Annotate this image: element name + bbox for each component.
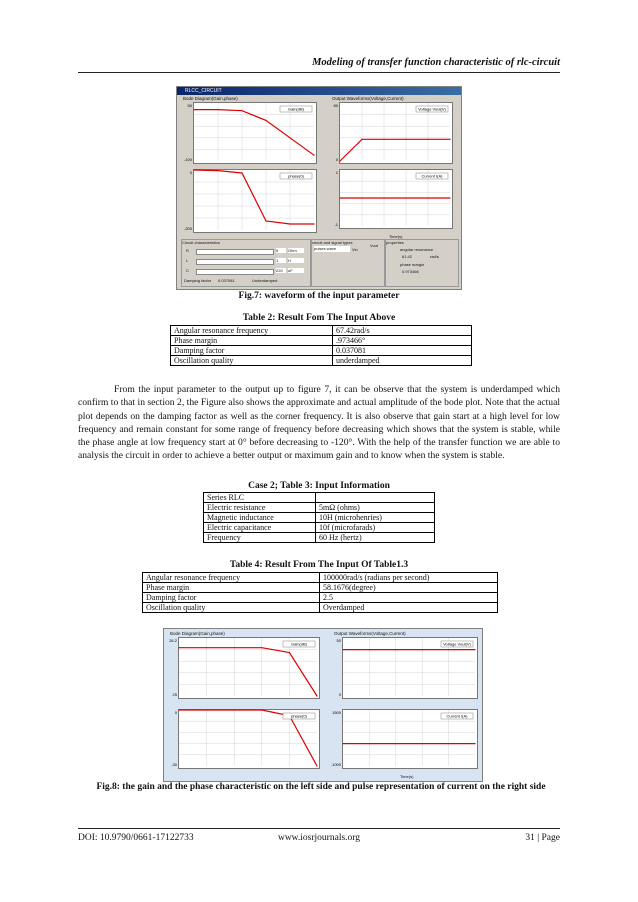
y-tick-label: 0 xyxy=(174,710,177,715)
data-point xyxy=(217,170,218,171)
table-cell: 0.037081 xyxy=(333,346,472,356)
c-slider[interactable] xyxy=(196,269,274,275)
circuit-characteristics-panel xyxy=(181,239,311,287)
data-point xyxy=(217,109,218,110)
table-cell: 10f (microfarads) xyxy=(316,523,435,533)
table-row xyxy=(171,326,472,336)
data-point xyxy=(289,137,290,138)
data-point xyxy=(289,223,290,224)
table-cell: Overdamped xyxy=(320,603,498,613)
vout-label: Vout xyxy=(370,243,379,248)
data-point xyxy=(395,649,396,650)
table-cell: 60 Hz (hertz) xyxy=(316,533,435,543)
footer-page: 31 | Page xyxy=(525,833,560,843)
properties-panel-title: properties xyxy=(386,240,404,245)
data-point xyxy=(265,120,266,121)
y-tick-label: -100 xyxy=(183,157,192,162)
r-label: R xyxy=(186,248,189,253)
table-row xyxy=(204,513,435,523)
table-cell: Oscillation quality xyxy=(143,603,320,613)
table-row xyxy=(171,346,472,356)
signal-type-select[interactable]: pulses wave xyxy=(314,246,350,252)
table-row xyxy=(143,573,498,583)
properties-panel xyxy=(385,239,459,287)
data-point xyxy=(361,197,362,198)
time-axis-label: Time(s) xyxy=(400,774,414,779)
data-point xyxy=(449,197,450,198)
data-point xyxy=(261,647,262,648)
table-row xyxy=(171,356,472,366)
figure-8-window xyxy=(163,628,483,782)
signal-types-panel xyxy=(311,239,385,287)
series-line xyxy=(194,110,314,156)
y-tick-label: 1500 xyxy=(332,710,341,715)
c-label: C xyxy=(186,268,189,273)
data-point xyxy=(339,160,340,161)
table-cell: underdamped xyxy=(333,356,472,366)
table-cell: Angular resonance frequency xyxy=(171,326,333,336)
series-line xyxy=(179,648,317,696)
table-cell: 10H (microhenries) xyxy=(316,513,435,523)
y-tick-label: 50 xyxy=(187,103,192,108)
data-point xyxy=(316,765,317,766)
time-axis-label: Time(s) xyxy=(389,234,403,239)
data-point xyxy=(448,649,449,650)
table-cell: .973466° xyxy=(333,336,472,346)
data-point xyxy=(383,197,384,198)
data-point xyxy=(289,652,290,653)
legend-label: Current I(A) xyxy=(446,713,468,719)
footer-rule xyxy=(78,828,560,829)
data-point xyxy=(206,709,207,710)
y-tick-label: 25 xyxy=(172,692,177,697)
data-point xyxy=(422,743,423,744)
data-point xyxy=(261,709,262,710)
table-4-title: Table 4: Result From The Input Of Table1.3 xyxy=(229,560,409,570)
damping-label: Damping factor xyxy=(184,278,212,283)
data-point xyxy=(313,223,314,224)
table-row xyxy=(143,593,498,603)
table-cell: 100000rad/s (radians per second) xyxy=(320,573,498,583)
bode-panel-title: Bode Diagram(Gain,phase) xyxy=(170,631,225,636)
series-line xyxy=(340,139,450,161)
data-point xyxy=(361,139,362,140)
table-cell: 58.1676(degree) xyxy=(320,583,498,593)
footer-doi: DOI: 10.9790/0661-17122733 xyxy=(78,833,194,843)
header-rule xyxy=(78,72,560,73)
vin-label: Vin xyxy=(352,247,358,252)
table-row xyxy=(204,503,435,513)
data-point xyxy=(383,139,384,140)
l-unit-select[interactable]: H xyxy=(288,258,304,263)
legend-label: Gain(dB) xyxy=(290,641,308,647)
window-titlebar: RLCC_CIRCUIT xyxy=(177,87,461,95)
running-header: Modeling of transfer function characteristic of rlc-circuit xyxy=(312,57,560,68)
data-point xyxy=(342,743,343,744)
signal-panel-title: circuit and signal types xyxy=(312,240,353,245)
table-cell: Angular resonance frequency xyxy=(143,573,320,583)
paragraph-text: From the input parameter to the output up to figure 7, it can be observe that the system is underdamped which confirm to that in section 2, the Figure also shows the approximate and actual amplitude of the bode plot. Note that the actual plot depends on the damping factor as well as the corner frequency. It is also observe that gain start at a high level for low frequency and remain constant for some range of frequency before decreasing which shows that the system is stable, while the phase angle at low frequency start at 0° before decreasing to -120°. With the help of the transfer function we are able to analysis the circuit in order to achieve a better output or maximum gain and to know when the system is stable. xyxy=(78,384,560,462)
data-point xyxy=(178,647,179,648)
legend-label: Current I(A) xyxy=(421,173,443,179)
legend-label: phase(0) xyxy=(288,173,304,179)
legend-label: Voltage Vout(V) xyxy=(418,106,446,112)
table-cell: Magnetic inductance xyxy=(204,513,316,523)
y-tick-label: -1000 xyxy=(330,762,341,767)
r-value-field[interactable]: 5 xyxy=(276,248,286,253)
c-unit-select[interactable]: uF xyxy=(288,268,304,273)
figure-8-caption: Fig.8: the gain and the phase characteristic on the left side and pulse representation of current on the right side xyxy=(96,782,546,792)
output-panel-title: Output Waveforms(Voltage,Current) xyxy=(334,631,406,636)
data-point xyxy=(193,169,194,170)
table-2-title: Table 2: Result Fom The Input Above xyxy=(242,313,396,323)
damping-value: 0.037081 xyxy=(218,278,235,283)
data-point xyxy=(422,649,423,650)
data-point xyxy=(449,139,450,140)
table-cell: Damping factor xyxy=(171,346,333,356)
data-point xyxy=(342,649,343,650)
table-cell: Oscillation quality xyxy=(171,356,333,366)
table-cell: Frequency xyxy=(204,533,316,543)
legend-label: Voltage Vout(V) xyxy=(443,641,471,647)
margin-label: phase margin xyxy=(400,262,425,267)
resonance-unit: rad/s xyxy=(430,254,439,259)
table-3-title: Case 2; Table 3: Input Information xyxy=(248,481,390,491)
table-cell: Series RLC xyxy=(204,493,316,503)
y-tick-label: -1 xyxy=(334,222,338,227)
y-tick-label: 80 xyxy=(333,103,338,108)
data-point xyxy=(234,647,235,648)
data-point xyxy=(474,743,475,744)
table-row xyxy=(204,523,435,533)
data-point xyxy=(265,220,266,221)
footer-site: www.iosrjournals.org xyxy=(277,833,361,843)
table-2 xyxy=(170,325,472,366)
data-point xyxy=(316,695,317,696)
table-row xyxy=(143,583,498,593)
table-cell: Damping factor xyxy=(143,593,320,603)
data-point xyxy=(369,743,370,744)
legend-label: Gain(dB) xyxy=(287,106,305,112)
figure-7-caption: Fig.7: waveform of the input parameter xyxy=(238,291,400,301)
figure-7-window xyxy=(176,86,462,290)
data-point xyxy=(234,709,235,710)
data-point xyxy=(427,139,428,140)
data-point xyxy=(178,709,179,710)
data-point xyxy=(395,743,396,744)
y-tick-label: 50 xyxy=(336,638,341,643)
l-label: L xyxy=(186,258,189,263)
table-cell: Phase margin xyxy=(143,583,320,593)
resonance-label: angular resonance xyxy=(400,247,434,252)
output-panel-title: Output Waveforms(Voltage,Current) xyxy=(332,96,404,101)
data-point xyxy=(448,743,449,744)
c-value-field[interactable]: 220 xyxy=(276,268,286,273)
table-row xyxy=(204,533,435,543)
table-cell: 67.42rad/s xyxy=(333,326,472,336)
l-slider[interactable] xyxy=(196,259,274,265)
table-row xyxy=(143,603,498,613)
data-point xyxy=(193,109,194,110)
margin-value: 0.973466 xyxy=(402,269,419,274)
y-tick-label: 0 xyxy=(338,692,341,697)
data-point xyxy=(427,197,428,198)
data-point xyxy=(206,647,207,648)
data-point xyxy=(339,197,340,198)
table-cell: Phase margin xyxy=(171,336,333,346)
data-point xyxy=(241,110,242,111)
data-point xyxy=(405,197,406,198)
y-tick-label: 0 xyxy=(335,157,338,162)
table-cell: 2.5 xyxy=(320,593,498,603)
r-slider[interactable] xyxy=(196,249,274,255)
table-3 xyxy=(203,492,435,543)
data-point xyxy=(241,172,242,173)
data-point xyxy=(405,139,406,140)
table-4 xyxy=(142,572,498,613)
resonance-value: 61.42 xyxy=(402,254,413,259)
body-paragraph xyxy=(78,383,560,463)
y-tick-label: -30 xyxy=(171,762,177,767)
data-point xyxy=(474,649,475,650)
table-row xyxy=(204,493,435,503)
table-cell: 5mΩ (ohms) xyxy=(316,503,435,513)
table-row xyxy=(171,336,472,346)
y-tick-label: -200 xyxy=(183,226,192,231)
table-cell xyxy=(316,493,435,503)
table-cell: Electric resistance xyxy=(204,503,316,513)
data-point xyxy=(369,649,370,650)
table-cell: Electric capacitance xyxy=(204,523,316,533)
l-value-field[interactable]: 1 xyxy=(276,258,286,263)
y-tick-label: 0 xyxy=(189,170,192,175)
damping-state: Underdamped xyxy=(252,278,278,283)
data-point xyxy=(313,155,314,156)
r-unit-select[interactable]: Ohm xyxy=(288,248,304,253)
circuit-panel-title: Circuit characteristics xyxy=(182,240,221,245)
y-tick-label: 1 xyxy=(335,170,338,175)
bode-panel-title: Bode Diagram(Gain,phase) xyxy=(183,96,238,101)
y-tick-label: 26.2 xyxy=(169,638,177,643)
legend-label: phase(0) xyxy=(291,713,307,719)
